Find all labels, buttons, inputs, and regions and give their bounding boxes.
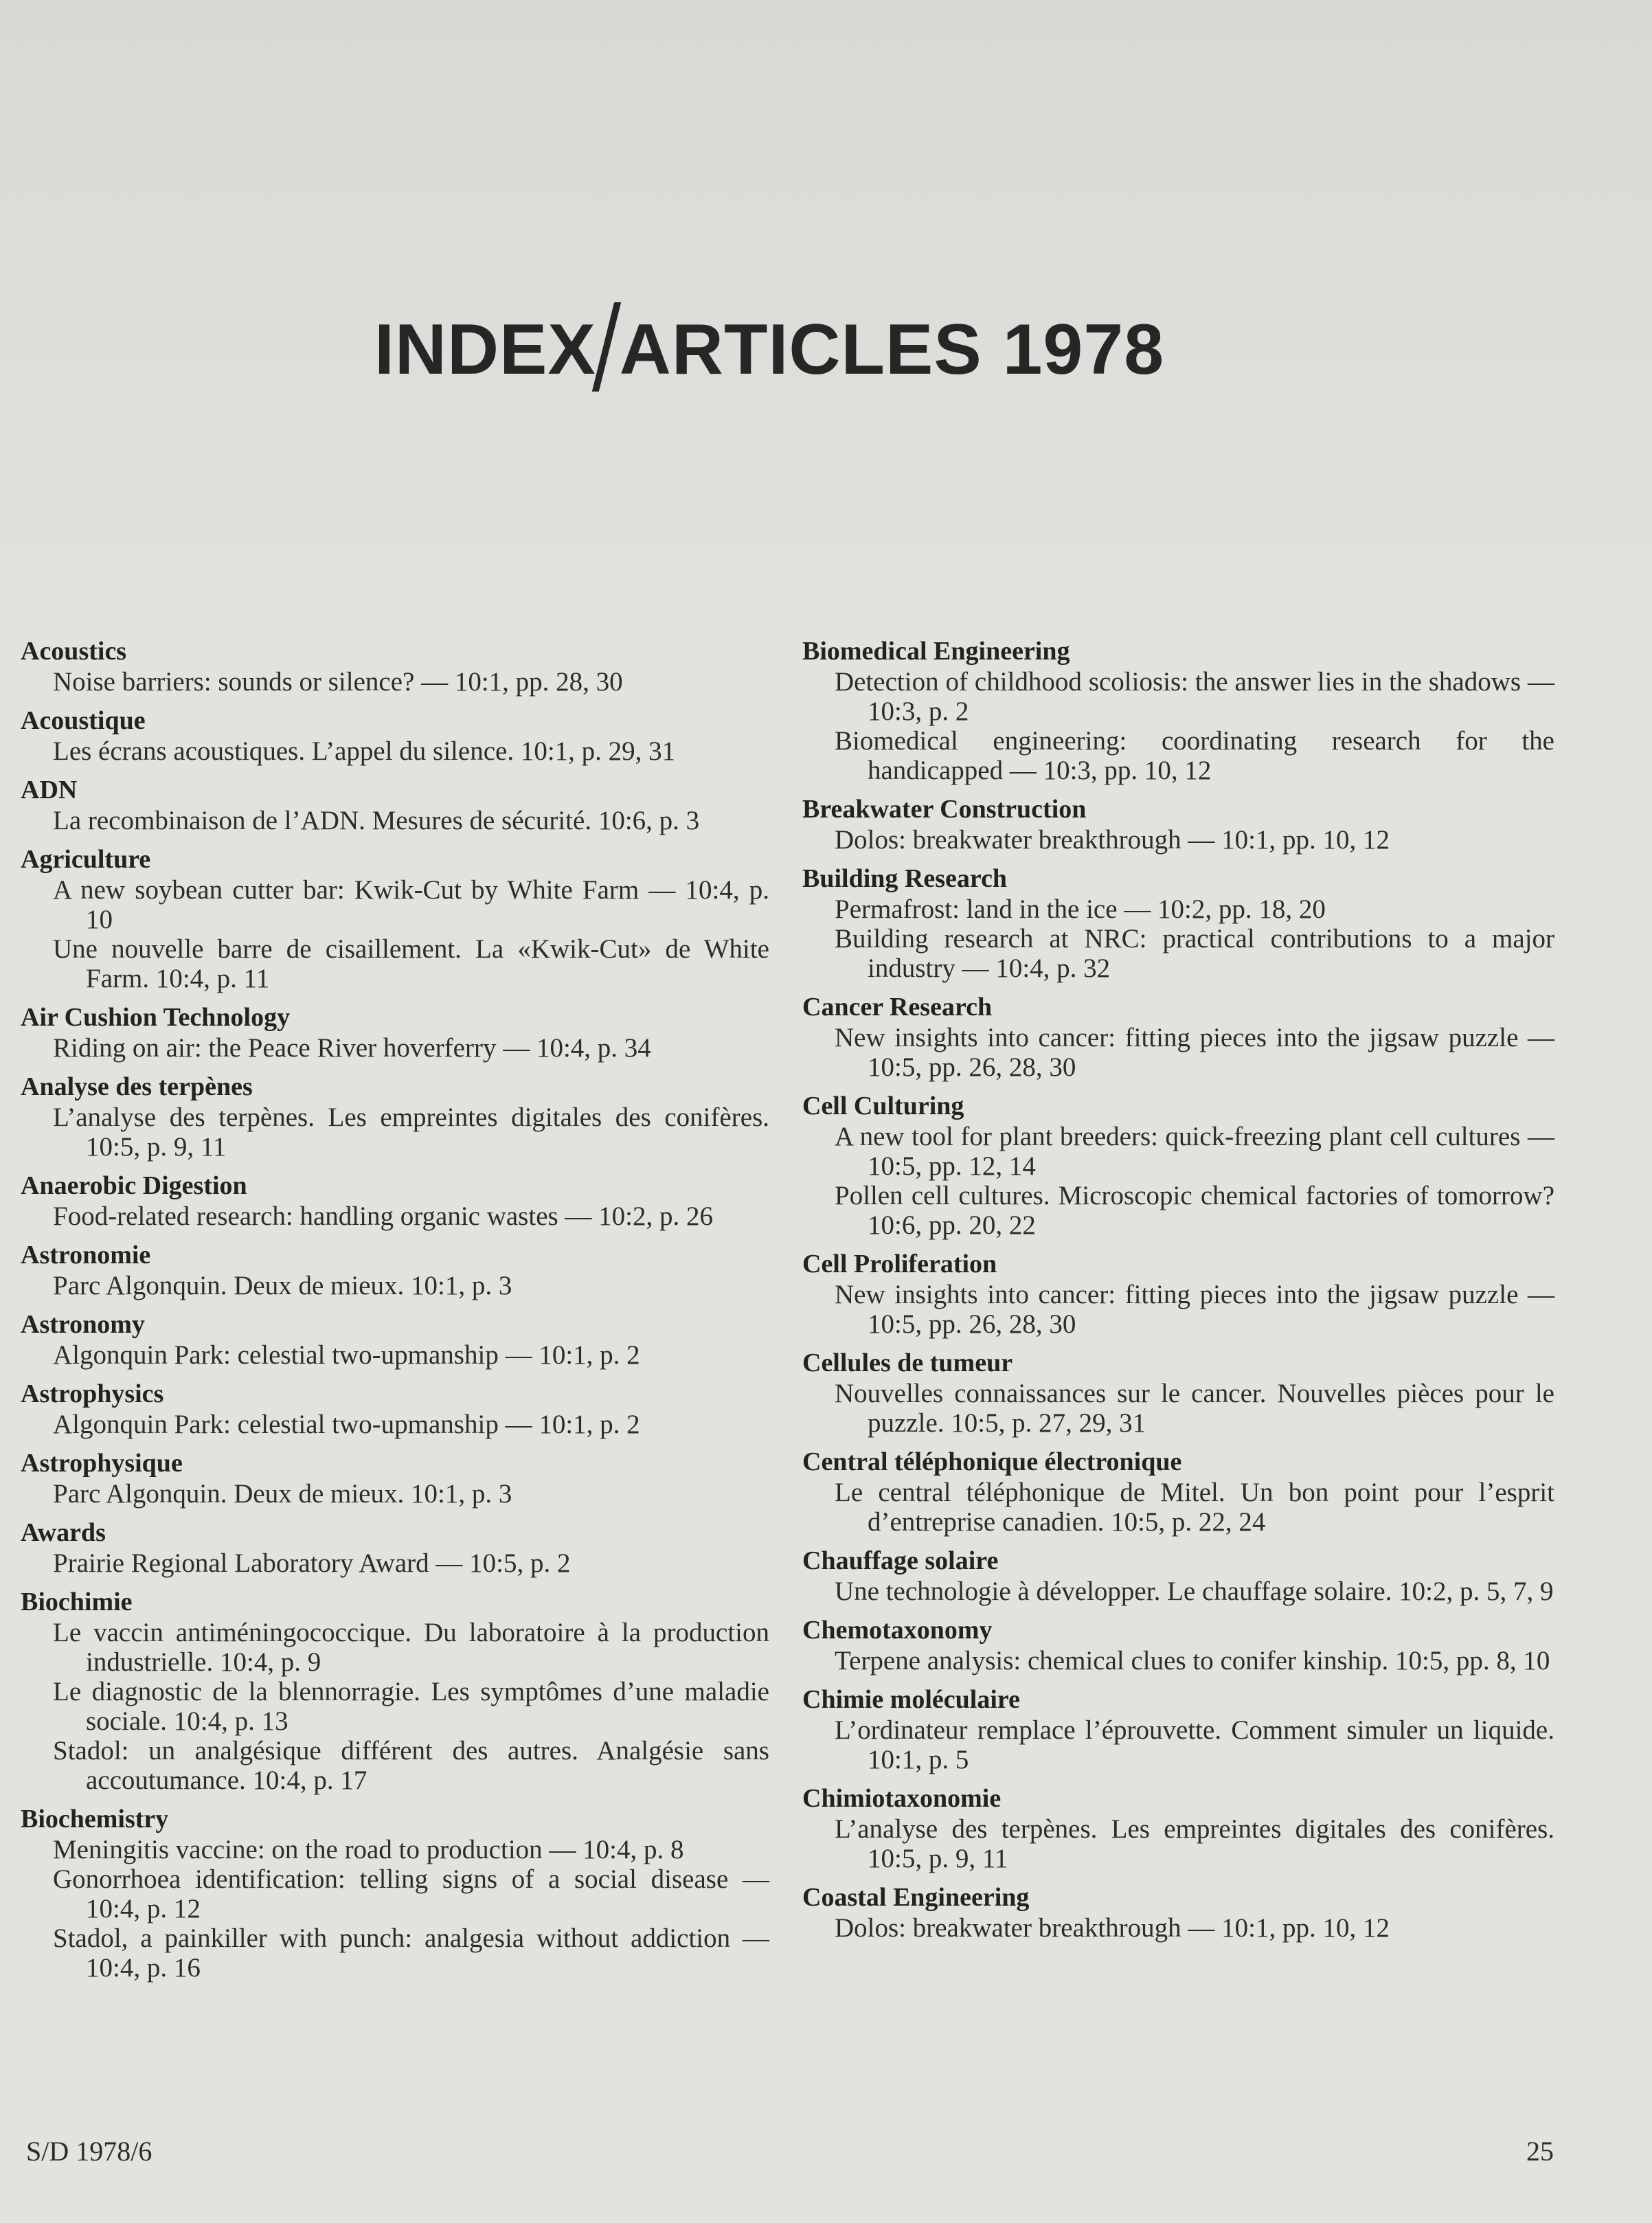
index-entry: A new tool for plant breeders: quick-freezing plant cell cultures — 10:5, pp. 12, 14 [835,1122,1554,1181]
index-entry: Le vaccin antiméningococcique. Du laboratoire à la production industrielle. 10:4, p. 9 [53,1618,769,1677]
index-section [21,1239,769,1300]
index-section [802,991,1554,1082]
index-heading: Biomedical Engineering [802,637,1070,666]
index-section [21,1803,769,1983]
index-heading: Biochimie [21,1588,133,1616]
footer-issue: S/D 1978/6 [26,2136,152,2167]
index-entry: Dolos: breakwater breakthrough — 10:1, pp. 10, 12 [835,825,1390,855]
index-heading: Cell Proliferation [802,1250,997,1278]
index-section [21,1170,769,1231]
index-section [21,1378,769,1439]
index-entry: Food-related research: handling organic wastes — 10:2, p. 26 [53,1201,714,1231]
index-heading: Chimiotaxonomie [802,1784,1002,1813]
index-entry: Noise barriers: sounds or silence? — 10:1, pp. 28, 30 [53,667,623,697]
index-section [802,1882,1554,1943]
index-section [21,1447,769,1509]
index-entry: Gonorrhoea identification: telling signs of a social disease — 10:4, p. 12 [53,1864,769,1923]
index-entry: Riding on air: the Peace River hoverferry — 10:4, p. 34 [53,1033,651,1063]
index-heading: Astronomie [21,1241,151,1270]
index-section [21,1309,769,1370]
page-title-index: INDEX [374,310,596,390]
index-heading: Chemotaxonomy [802,1616,993,1645]
index-heading: Coastal Engineering [802,1883,1030,1912]
header-band [0,0,1652,591]
index-section [21,705,769,766]
index-heading: Astronomy [21,1310,145,1339]
index-entry: Les écrans acoustiques. L’appel du silence. 10:1, p. 29, 31 [53,736,676,766]
index-column-right [802,635,1554,1951]
index-entry: Nouvelles connaissances sur le cancer. Nouvelles pièces pour le puzzle. 10:5, p. 27, 29, 31 [835,1379,1554,1438]
index-entry: Stadol: un analgésique différent des autres. Analgésie sans accoutumance. 10:4, p. 17 [53,1736,769,1795]
index-entry: Parc Algonquin. Deux de mieux. 10:1, p. 3 [53,1271,512,1300]
page-title-articles: ARTICLES 1978 [619,310,1165,390]
index-entry: Parc Algonquin. Deux de mieux. 10:1, p. 3 [53,1479,512,1509]
index-section [802,1684,1554,1774]
index-heading: Building Research [802,864,1008,893]
index-heading: Analyse des terpènes [21,1072,253,1101]
index-entry: Terpene analysis: chemical clues to conifer kinship. 10:5, pp. 8, 10 [835,1646,1550,1675]
index-section [802,1446,1554,1537]
index-heading: Air Cushion Technology [21,1003,291,1032]
index-heading: Chimie moléculaire [802,1685,1020,1714]
index-heading: Breakwater Construction [802,795,1087,824]
index-section [802,863,1554,983]
index-entry: Building research at NRC: practical contributions to a major industry — 10:4, p. 32 [835,924,1554,983]
index-entry: Prairie Regional Laboratory Award — 10:5, p. 2 [53,1548,571,1578]
index-entry: L’ordinateur remplace l’éprouvette. Comment simuler un liquide. 10:1, p. 5 [835,1715,1554,1774]
index-heading: Cancer Research [802,993,993,1022]
index-section [802,1614,1554,1675]
index-entry: Stadol, a painkiller with punch: analgesia without addiction — 10:4, p. 16 [53,1923,769,1983]
index-section [802,635,1554,785]
index-heading: Anaerobic Digestion [21,1171,247,1200]
index-entry: L’analyse des terpènes. Les empreintes digitales des conifères. 10:5, p. 9, 11 [53,1103,769,1162]
index-section [802,1783,1554,1873]
index-heading: ADN [21,776,78,804]
index-column-left [21,635,769,1991]
index-section [802,1090,1554,1240]
index-entry: Le diagnostic de la blennorragie. Les symptômes d’une maladie sociale. 10:4, p. 13 [53,1677,769,1736]
index-entry: Dolos: breakwater breakthrough — 10:1, pp. 10, 12 [835,1913,1390,1943]
index-entry: Algonquin Park: celestial two-upmanship — 10:1, p. 2 [53,1410,640,1439]
index-entry: Permafrost: land in the ice — 10:2, pp. 18, 20 [835,894,1326,924]
index-entry: Biomedical engineering: coordinating research for the handicapped — 10:3, pp. 10, 12 [835,726,1554,785]
index-section [21,1071,769,1162]
index-heading: Biochemistry [21,1805,169,1833]
index-heading: Chauffage solaire [802,1546,999,1575]
index-heading: Central téléphonique électronique [802,1447,1182,1476]
index-section [802,1347,1554,1438]
index-entry: Une nouvelle barre de cisaillement. La «Kwik-Cut» de White Farm. 10:4, p. 11 [53,934,769,993]
index-entry: Algonquin Park: celestial two-upmanship — 10:1, p. 2 [53,1340,640,1370]
index-entry: Une technologie à développer. Le chauffage solaire. 10:2, p. 5, 7, 9 [835,1577,1554,1606]
index-entry: Detection of childhood scoliosis: the answer lies in the shadows — 10:3, p. 2 [835,667,1554,726]
index-entry: New insights into cancer: fitting pieces into the jigsaw puzzle — 10:5, pp. 26, 28, 30 [835,1023,1554,1082]
index-heading: Cellules de tumeur [802,1349,1013,1377]
index-entry: New insights into cancer: fitting pieces into the jigsaw puzzle — 10:5, pp. 26, 28, 30 [835,1280,1554,1339]
index-entry: L’analyse des terpènes. Les empreintes digitales des conifères. 10:5, p. 9, 11 [835,1814,1554,1873]
index-heading: Agriculture [21,845,151,874]
index-section [21,1586,769,1795]
index-section [21,1002,769,1063]
page-title [0,302,1539,392]
index-entry: Meningitis vaccine: on the road to production — 10:4, p. 8 [53,1835,684,1864]
index-heading: Astrophysics [21,1379,164,1408]
index-entry: A new soybean cutter bar: Kwik-Cut by White Farm — 10:4, p. 10 [53,875,769,934]
index-section [21,1517,769,1578]
index-section [802,1545,1554,1606]
page-number: 25 [1526,2136,1554,2167]
index-section [21,635,769,697]
index-section [21,774,769,835]
index-entry: Pollen cell cultures. Microscopic chemical factories of tomorrow? 10:6, pp. 20, 22 [835,1181,1554,1240]
index-heading: Awards [21,1518,106,1547]
index-heading: Astrophysique [21,1449,183,1478]
index-heading: Acoustique [21,706,146,735]
index-heading: Acoustics [21,637,127,666]
index-section [802,793,1554,855]
index-section [802,1248,1554,1339]
index-entry: Le central téléphonique de Mitel. Un bon point pour l’esprit d’entreprise canadien. 10:5, p. 22, 24 [835,1478,1554,1537]
index-entry: La recombinaison de l’ADN. Mesures de sécurité. 10:6, p. 3 [53,806,700,835]
index-section [21,844,769,993]
index-heading: Cell Culturing [802,1092,964,1120]
